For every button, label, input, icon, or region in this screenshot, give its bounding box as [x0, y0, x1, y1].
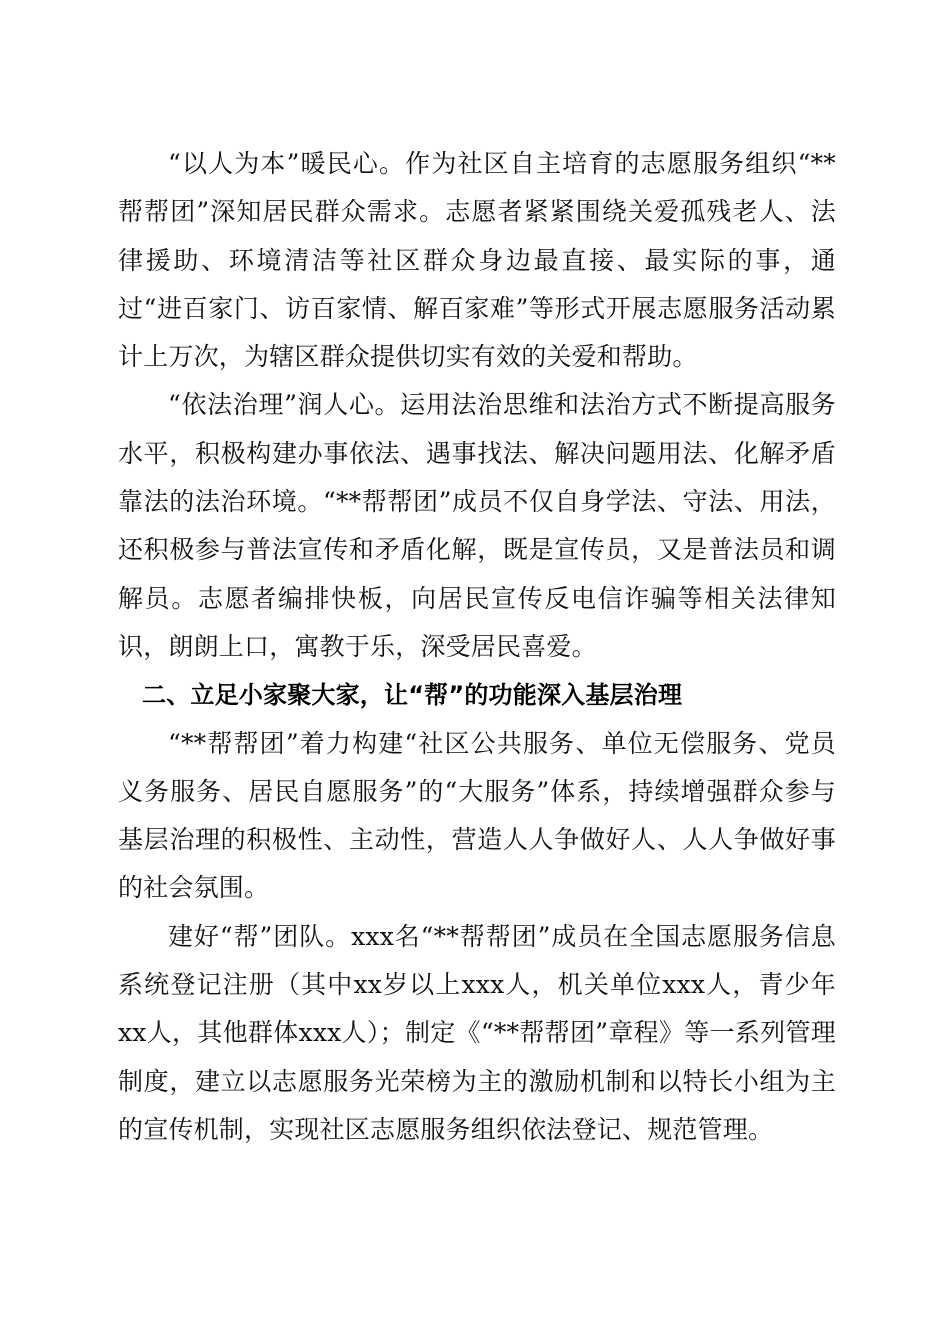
paragraph-build-team: 建好“帮”团队。xxx名“**帮帮团”成员在全国志愿服务信息系统登记注册（其中xx岁以上xxx人，机关单位xxx人，青少年xx人，其他群体xxx人）；制定《“**帮帮团”章程》等一系列管理制度，建立以志愿服务光荣榜为主的激励机制和以特长小组为主的宣传机制，实现社区志愿服务组织依法登记、规范管理。: [118, 921, 836, 1144]
section-heading: 二、立足小家聚大家，让“帮”的功能深入基层治理: [142, 681, 683, 710]
document-body: [118, 140, 836, 1154]
paragraph-rule-of-law: “依法治理”润人心。运用法治思维和法治方式不断提高服务水平，积极构建办事依法、遇事找法、解决问题用法、化解矛盾靠法的法治环境。“**帮帮团”成员不仅自身学法、守法、用法，还积极参与普法宣传和矛盾化解，既是宣传员，又是普法员和调解员。志愿者编排快板，向居民宣传反电信诈骗等相关法律知识，朗朗上口，寓教于乐，深受居民喜爱。: [118, 390, 836, 661]
paragraph-service-system: “**帮帮团”着力构建“社区公共服务、单位无偿服务、党员义务服务、居民自愿服务”的“大服务”体系，持续增强群众参与基层治理的积极性、主动性，营造人人争做好人、人人争做好事的社会氛围。: [118, 728, 836, 903]
paragraph-people-oriented: “以人为本”暖民心。作为社区自主培育的志愿服务组织“**帮帮团”深知居民群众需求。志愿者紧紧围绕关爱孤残老人、法律援助、环境清洁等社区群众身边最直接、最实际的事，通过“进百家门、访百家情、解百家难”等形式开展志愿服务活动累计上万次，为辖区群众提供切实有效的关爱和帮助。: [118, 149, 836, 372]
